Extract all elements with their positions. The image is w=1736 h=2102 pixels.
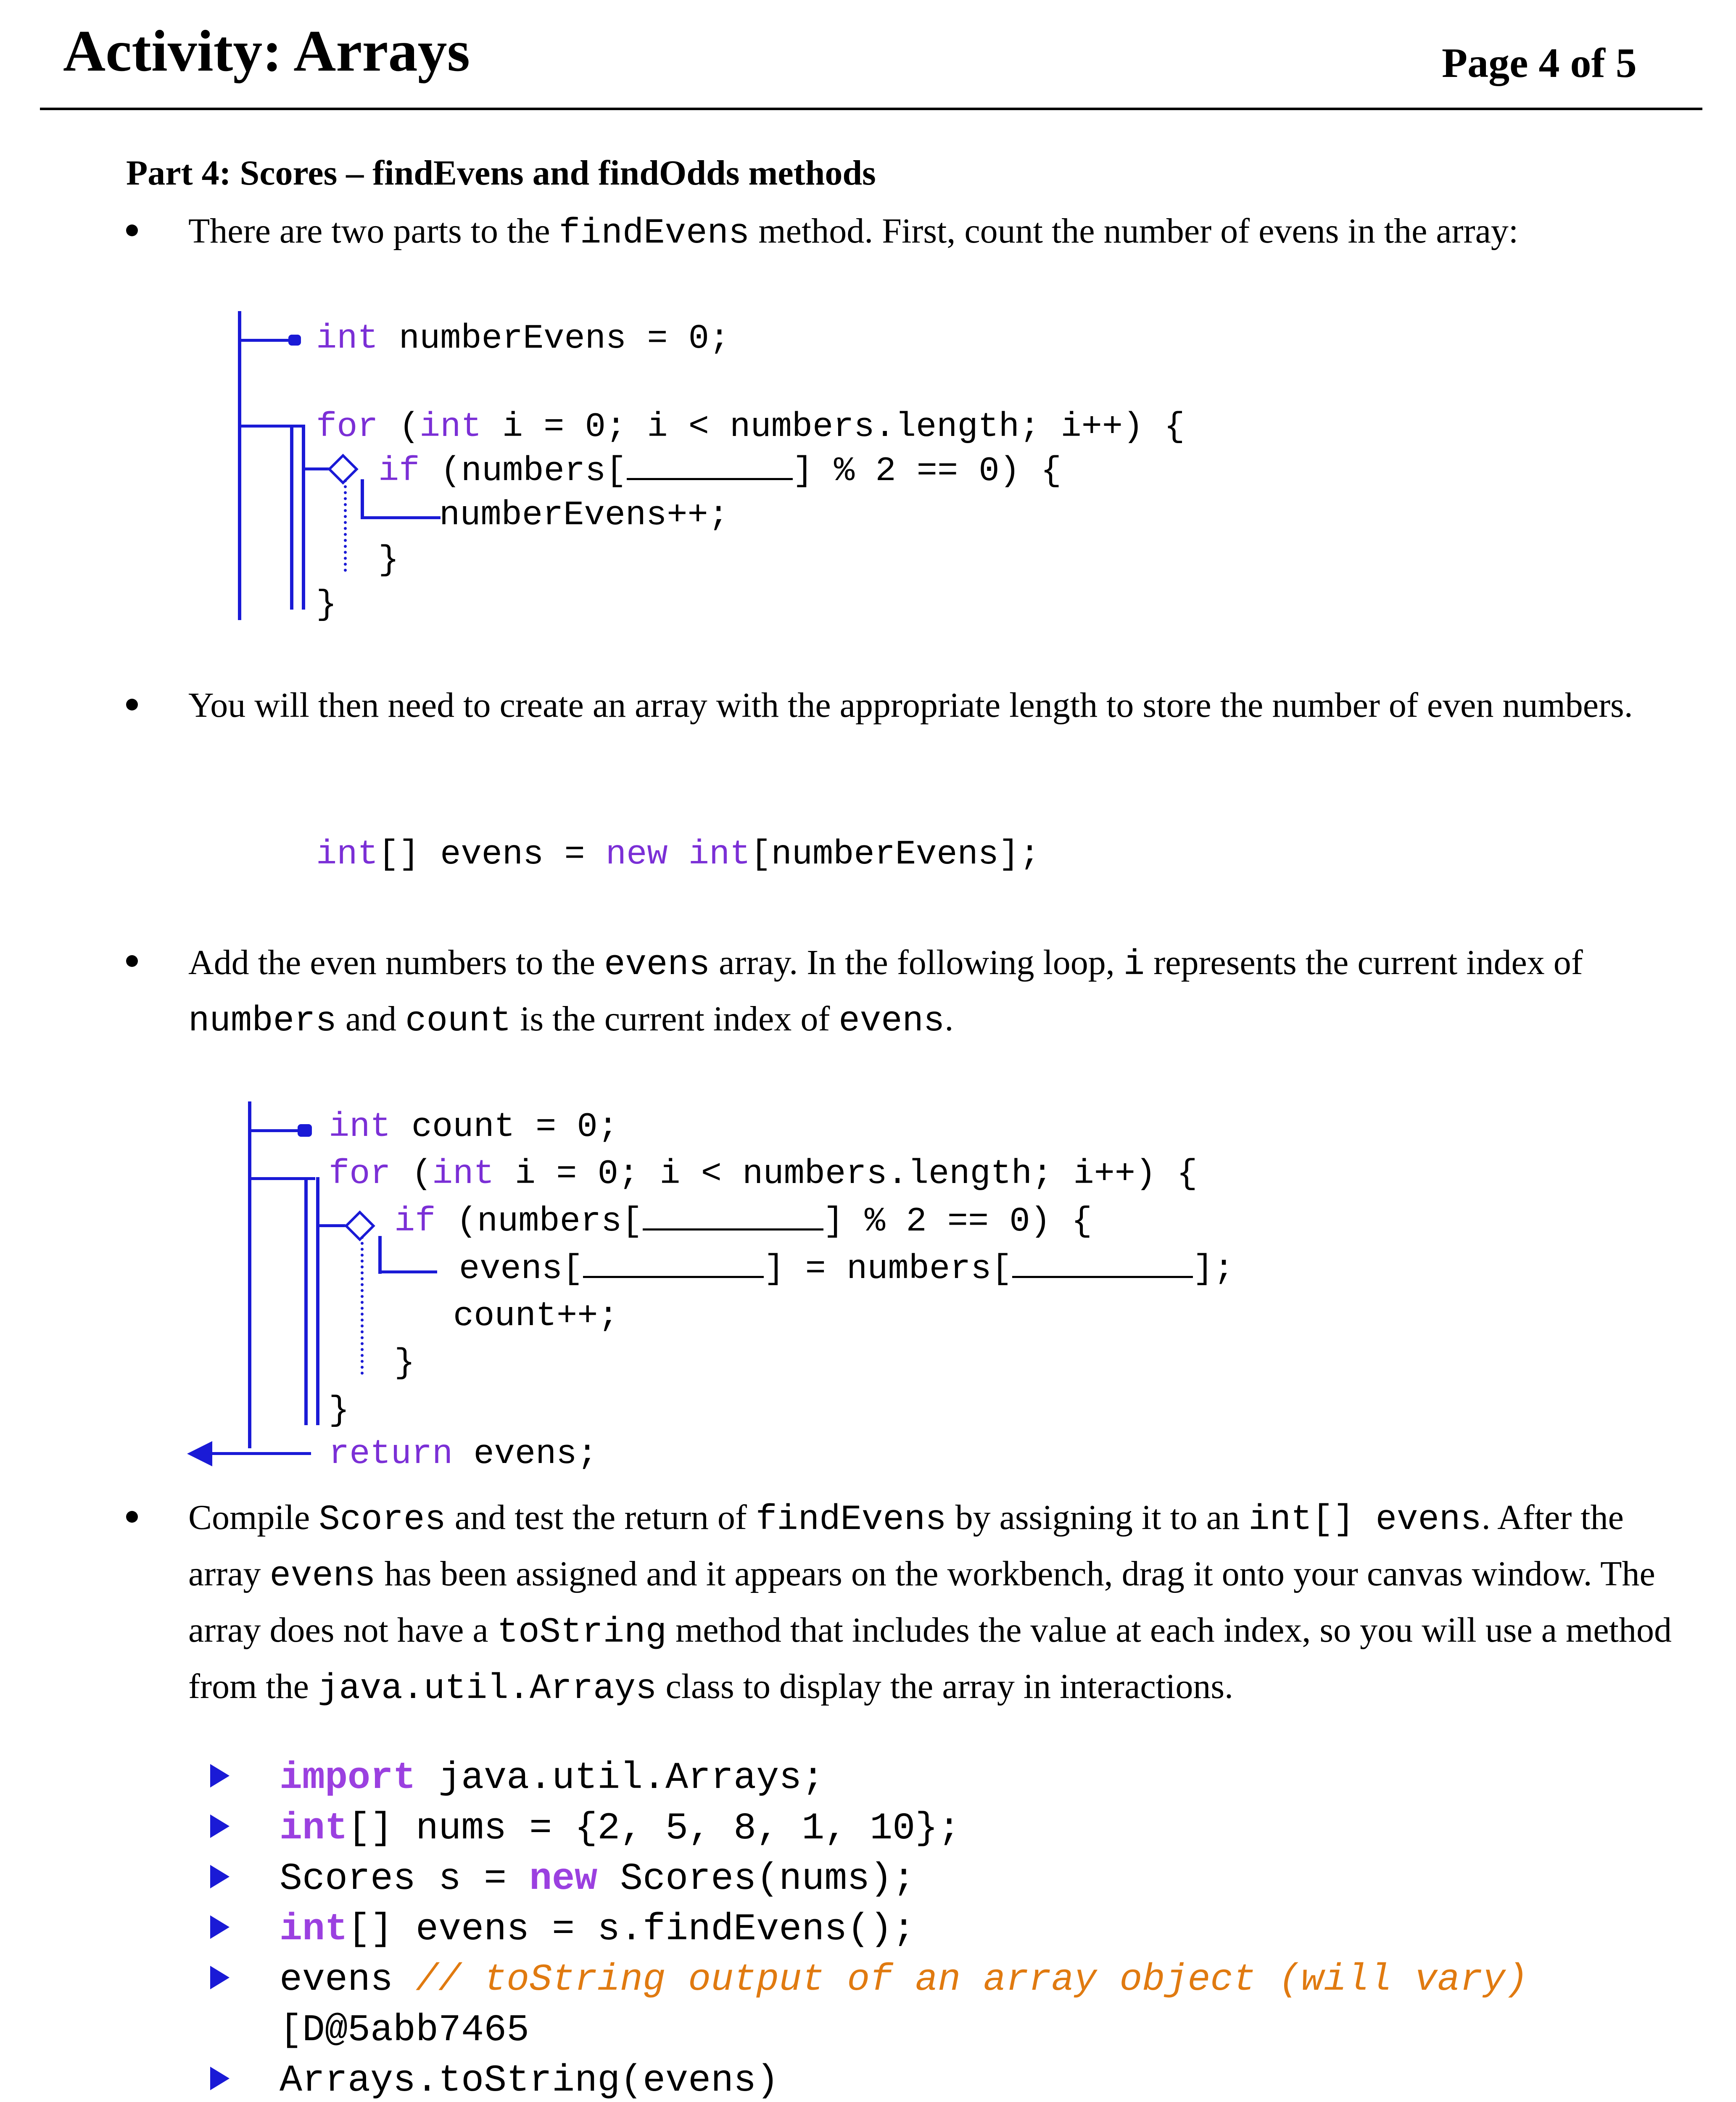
fill-in-blank[interactable] <box>1012 1276 1193 1278</box>
prompt-arrow-icon <box>210 1865 230 1888</box>
interaction-line: Scores s = new Scores(nums); <box>280 1858 915 1901</box>
csd-if-diamond <box>344 1210 375 1241</box>
interaction-line: int[] nums = {2, 5, 8, 1, 10}; <box>280 1807 961 1850</box>
csd-loop-bar <box>304 1177 308 1425</box>
code-line: } <box>378 541 399 580</box>
text: method. First, count the number of evens in the array: <box>749 211 1519 251</box>
csd-if-diamond <box>327 454 359 485</box>
csd-branch <box>378 1270 437 1273</box>
code-line: if (numbers[ ] % 2 == 0) { <box>378 452 1062 491</box>
code-line: int numberEvens = 0; <box>316 319 730 358</box>
csd-dotted <box>344 479 347 572</box>
code-line: count++; <box>453 1297 619 1336</box>
code-line: } <box>316 585 337 624</box>
interaction-line: import java.util.Arrays; <box>280 1757 825 1800</box>
code-term: findEvens <box>559 214 750 254</box>
interaction-line: int[] evens = s.findEvens(); <box>280 1908 915 1951</box>
bullet-dot <box>126 224 138 236</box>
prompt-arrow-icon <box>210 1966 230 1989</box>
code-line: evens[ ] = numbers[ ]; <box>459 1249 1235 1289</box>
csd-branch <box>238 339 293 342</box>
csd-branch <box>361 516 441 519</box>
section-heading: Part 4: Scores – findEvens and findOdds methods <box>126 153 876 193</box>
bullet-paragraph-2: You will then need to create an array with the appropriate length to store the number of even numbers. <box>188 686 1633 725</box>
return-arrow-icon <box>187 1441 212 1466</box>
prompt-arrow-icon <box>210 1915 230 1939</box>
csd-branch <box>248 1129 303 1132</box>
bullet-dot <box>126 699 138 710</box>
code-line-evens-array: int[] evens = new int[numberEvens]; <box>316 835 1040 874</box>
bullet-paragraph-1 <box>188 204 1702 261</box>
csd-branch <box>302 467 331 470</box>
bullet-dot <box>126 955 138 967</box>
csd-branch <box>316 1224 346 1227</box>
code-line: if (numbers[ ] % 2 == 0) { <box>394 1202 1092 1241</box>
bullet-dot <box>126 1511 138 1523</box>
csd-outer-bar <box>248 1101 251 1448</box>
fill-in-blank[interactable] <box>627 478 793 480</box>
csd-if-bar <box>378 1236 382 1274</box>
code-line: for (int i = 0; i < numbers.length; i++) { <box>329 1154 1198 1194</box>
code-line: } <box>394 1344 415 1383</box>
code-line: int count = 0; <box>329 1107 618 1146</box>
header-rule <box>40 108 1702 110</box>
interaction-output: [D@5abb7465 <box>280 2009 530 2052</box>
code-line: return evens; <box>329 1434 598 1474</box>
prompt-arrow-icon <box>210 2067 230 2090</box>
csd-loop-bar <box>316 1177 319 1425</box>
bullet-paragraph-3: Add the even numbers to the evens array. In the following loop, i represents the current index of numbers and count is the current index of evens. <box>188 943 1583 1041</box>
fill-in-blank[interactable] <box>583 1276 764 1278</box>
interaction-line: evens // toString output of an array object (will vary) <box>280 1959 1528 2002</box>
page-number: Page 4 of 5 <box>1442 40 1637 86</box>
csd-branch <box>238 425 305 428</box>
bullet-paragraph-4: Compile Scores and test the return of findEvens by assigning it to an int[] evens. After the array evens has been assigned and it appears on the workbench, drag it onto your canvas window. The array does not have a toString method that includes the value at each index, so you will use a method from the java.util.Arrays class to display the array in interactions. <box>188 1498 1672 1709</box>
interaction-line: Arrays.toString(evens) <box>280 2060 779 2102</box>
prompt-arrow-icon <box>210 1764 230 1788</box>
code-line: } <box>329 1391 350 1430</box>
prompt-arrow-icon <box>210 1814 230 1838</box>
csd-dotted <box>361 1236 364 1375</box>
code-line: for (int i = 0; i < numbers.length; i++) { <box>316 407 1185 446</box>
csd-loop-bar <box>302 425 305 610</box>
csd-loop-bar <box>290 425 293 610</box>
text: There are two parts to the <box>188 211 559 251</box>
csd-if-bar <box>361 479 364 519</box>
code-line: numberEvens++; <box>439 496 729 535</box>
csd-branch <box>210 1452 311 1455</box>
csd-node <box>288 335 301 346</box>
csd-node <box>298 1124 312 1137</box>
csd-outer-bar <box>238 311 241 620</box>
page-title: Activity: Arrays <box>63 18 470 84</box>
fill-in-blank[interactable] <box>643 1228 823 1231</box>
